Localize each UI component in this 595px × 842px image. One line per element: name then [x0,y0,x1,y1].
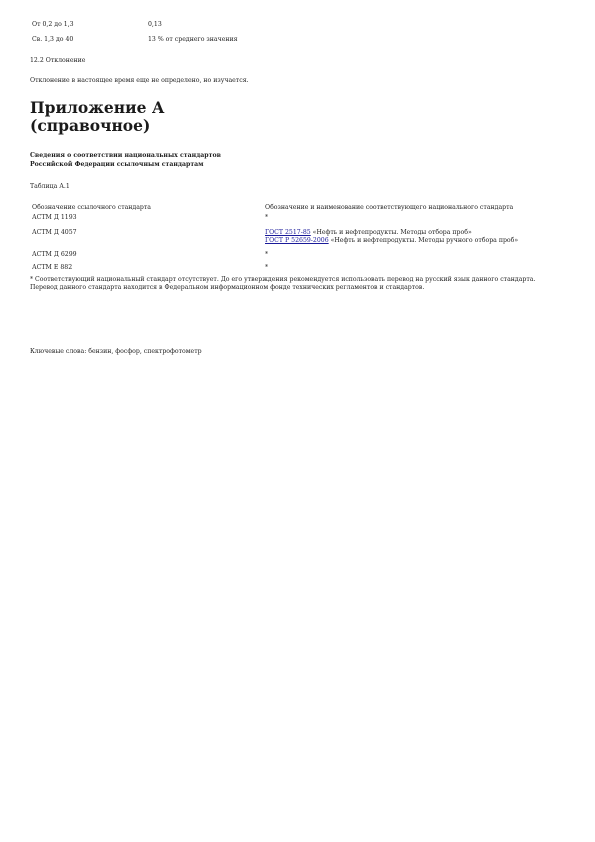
gost-link[interactable]: ГОСТ 2517-85 [265,229,311,236]
gost-link-desc: «Нефть и нефтепродукты. Методы ручного отбора проб» [328,237,519,244]
table-cell-national: * [265,251,269,258]
appendix-heading [30,99,164,135]
appendix-subtitle: (справочное) [30,116,151,135]
table-cell-national: * [265,264,269,271]
top-table-value: 0,13 [148,21,162,28]
table-cell-ref: АСТМ Д 6299 [32,251,77,258]
appendix-title: Приложение А [30,98,165,117]
table-label: Таблица А.1 [30,183,70,190]
top-table-range: Св. 1,3 до 40 [32,36,74,43]
appendix-caption-line: Сведения о соответствии национальных стандартов [30,152,221,159]
table-header: Обозначение ссылочного стандарта [32,204,151,211]
table-cell-ref: АСТМ Е 882 [32,264,73,271]
top-table-range: От 0,2 до 1,3 [32,21,74,28]
gost-link[interactable]: ГОСТ Р 52659-2006 [265,237,329,244]
table-cell-national: * [265,214,269,221]
section-title: 12.2 Отклонение [30,57,86,64]
table-cell-national [265,229,518,245]
table-header: Обозначение и наименование соответствующего национального стандарта [265,204,514,211]
appendix-caption [30,152,221,169]
table-cell-ref: АСТМ Д 1193 [32,214,77,221]
section-text: Отклонение в настоящее время еще не определено, но изучается. [30,77,249,84]
appendix-caption-line: Российской Федерации ссылочным стандартам [30,160,204,168]
top-table-value: 13 % от среднего значения [148,36,238,43]
gost-link-desc: «Нефть и нефтепродукты. Методы отбора проб» [310,229,472,236]
keywords: Ключевые слова: бензин, фосфор, спектрофотометр [30,348,202,355]
table-footnote: * Соответствующий национальный стандарт отсутствует. До его утверждения рекомендуется использовать перевод на русский язык данного стандарта. Перевод данного стандарта находится в Федеральном информационном фонде технических регламентов и стандартов. [30,276,536,292]
table-cell-ref: АСТМ Д 4057 [32,229,77,236]
